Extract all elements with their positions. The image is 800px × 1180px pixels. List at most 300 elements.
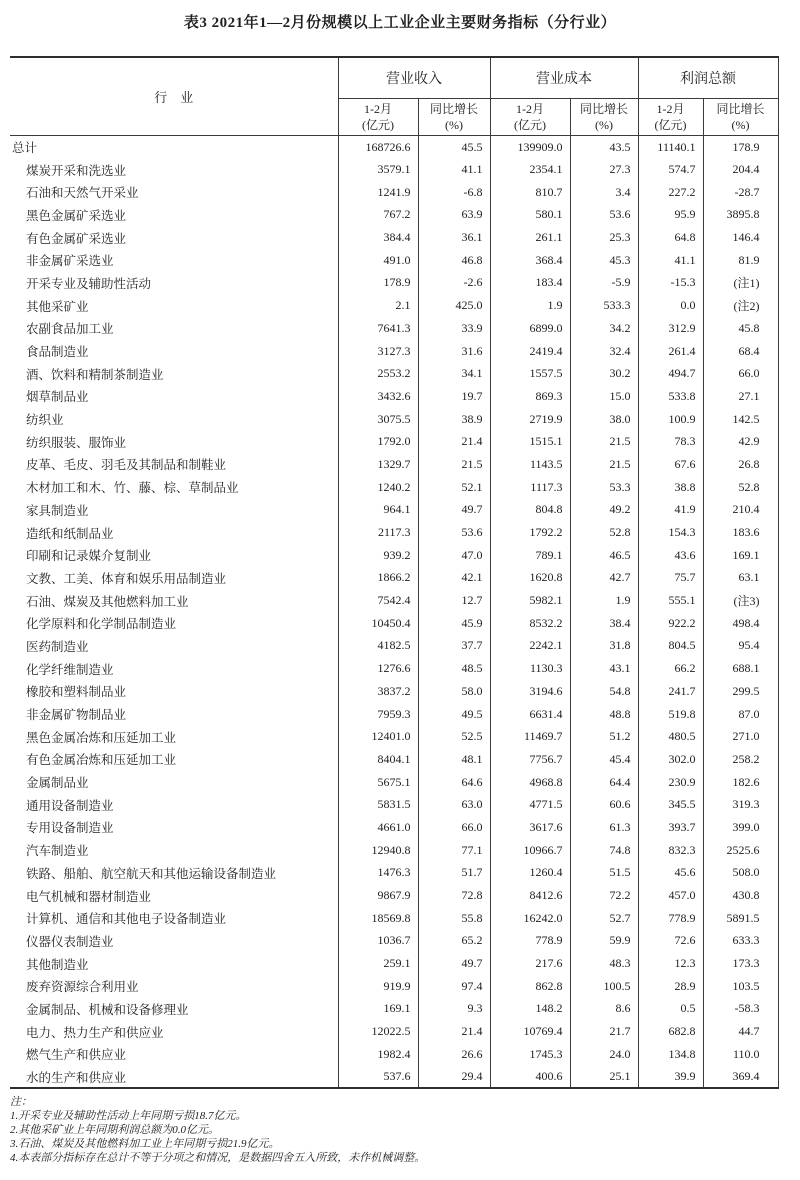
industry-name: 电气机械和器材制造业: [26, 889, 152, 904]
value-cell: 319.3: [703, 793, 778, 816]
value-cell: 4661.0: [338, 816, 418, 839]
value-cell: 312.9: [638, 317, 703, 340]
table-row: [10, 453, 778, 476]
value-cell: 38.4: [570, 612, 638, 635]
value-cell: 45.6: [638, 862, 703, 885]
value-cell: 7959.3: [338, 703, 418, 726]
table-row: [10, 680, 778, 703]
notes-list: [10, 1109, 800, 1165]
table-row: [10, 362, 778, 385]
value-cell: 1329.7: [338, 453, 418, 476]
value-cell: 241.7: [638, 680, 703, 703]
value-cell: 1792.0: [338, 430, 418, 453]
value-cell: 259.1: [338, 952, 418, 975]
note-item: 3.石油、煤炭及其他燃料加工业上年同期亏损21.9亿元。: [10, 1138, 280, 1151]
value-cell: 87.0: [703, 703, 778, 726]
value-cell: 27.1: [703, 385, 778, 408]
value-cell: 1792.2: [490, 521, 570, 544]
value-cell: 21.7: [570, 1020, 638, 1043]
notes-section: [10, 1095, 800, 1165]
value-cell: 210.4: [703, 499, 778, 522]
table-row: [10, 317, 778, 340]
value-cell: 42.9: [703, 430, 778, 453]
industry-name: 石油和天然气开采业: [26, 186, 139, 201]
value-cell: -5.9: [570, 272, 638, 295]
industry-name: 纺织服装、服饰业: [26, 435, 127, 450]
value-cell: 32.4: [570, 340, 638, 363]
value-cell: 457.0: [638, 884, 703, 907]
subheader-line1: 同比增长: [429, 102, 478, 116]
value-cell: 53.3: [570, 476, 638, 499]
table-row: [10, 862, 778, 885]
value-cell: 48.5: [418, 657, 490, 680]
value-cell: 168726.6: [338, 136, 418, 159]
note-item: 1.开采专业及辅助性活动上年同期亏损18.7亿元。: [10, 1110, 247, 1123]
value-cell: 869.3: [490, 385, 570, 408]
industry-name: 印刷和记录媒介复制业: [26, 549, 152, 564]
value-cell: 34.1: [418, 362, 490, 385]
group-header-cost: 营业成本: [490, 57, 638, 99]
value-cell: 38.9: [418, 408, 490, 431]
value-cell: 52.8: [703, 476, 778, 499]
value-cell: 75.7: [638, 567, 703, 590]
value-cell: 12940.8: [338, 839, 418, 862]
value-cell: 10966.7: [490, 839, 570, 862]
value-cell: 21.4: [418, 1020, 490, 1043]
value-cell: 574.7: [638, 158, 703, 181]
value-cell: 6899.0: [490, 317, 570, 340]
value-cell: 38.0: [570, 408, 638, 431]
value-cell: 498.4: [703, 612, 778, 635]
value-cell: 425.0: [418, 294, 490, 317]
profit-amount-header: [638, 99, 703, 136]
table-row: [10, 748, 778, 771]
value-cell: 9.3: [418, 998, 490, 1021]
value-cell: 789.1: [490, 544, 570, 567]
value-cell: 368.4: [490, 249, 570, 272]
value-cell: 74.8: [570, 839, 638, 862]
value-cell: 47.0: [418, 544, 490, 567]
subheader-line1: 1-2月: [364, 102, 392, 116]
value-cell: 59.9: [570, 930, 638, 953]
value-cell: 1557.5: [490, 362, 570, 385]
value-cell: 12022.5: [338, 1020, 418, 1043]
table-row: [10, 181, 778, 204]
value-cell: -15.3: [638, 272, 703, 295]
value-cell: 0.0: [638, 294, 703, 317]
table-row: [10, 589, 778, 612]
industry-name: 烟草制品业: [26, 390, 89, 405]
value-cell: 1117.3: [490, 476, 570, 499]
value-cell: 64.6: [418, 771, 490, 794]
value-cell: 11469.7: [490, 725, 570, 748]
industry-name: 皮革、毛皮、羽毛及其制品和制鞋业: [26, 458, 227, 473]
table-row: [10, 907, 778, 930]
subheader-line1: 同比增长: [579, 102, 628, 116]
value-cell: 555.1: [638, 589, 703, 612]
value-cell: 922.2: [638, 612, 703, 635]
value-cell: 48.3: [570, 952, 638, 975]
value-cell: 230.9: [638, 771, 703, 794]
value-cell: 68.4: [703, 340, 778, 363]
value-cell: 1.9: [570, 589, 638, 612]
industry-name: 煤炭开采和洗选业: [26, 163, 127, 178]
value-cell: 66.0: [703, 362, 778, 385]
value-cell: 63.0: [418, 793, 490, 816]
table-row: [10, 816, 778, 839]
value-cell: 42.7: [570, 567, 638, 590]
value-cell: 49.7: [418, 952, 490, 975]
table-row: [10, 385, 778, 408]
value-cell: 139909.0: [490, 136, 570, 159]
value-cell: 64.8: [638, 226, 703, 249]
value-cell: 148.2: [490, 998, 570, 1021]
value-cell: 2242.1: [490, 635, 570, 658]
industry-name: 非金属矿采选业: [26, 254, 114, 269]
table-row: [10, 1043, 778, 1066]
industry-name: 有色金属矿采选业: [26, 231, 127, 246]
value-cell: 537.6: [338, 1066, 418, 1089]
value-cell: 804.8: [490, 499, 570, 522]
value-cell: 633.3: [703, 930, 778, 953]
value-cell: 2419.4: [490, 340, 570, 363]
table-row: [10, 975, 778, 998]
industry-name: 酒、饮料和精制茶制造业: [26, 367, 164, 382]
table-row: [10, 476, 778, 499]
value-cell: 3837.2: [338, 680, 418, 703]
value-cell: 49.7: [418, 499, 490, 522]
table-row: [10, 839, 778, 862]
value-cell: 399.0: [703, 816, 778, 839]
value-cell: 49.5: [418, 703, 490, 726]
value-cell: 3617.6: [490, 816, 570, 839]
value-cell: 4771.5: [490, 793, 570, 816]
value-cell: 1515.1: [490, 430, 570, 453]
value-cell: 919.9: [338, 975, 418, 998]
value-cell: 299.5: [703, 680, 778, 703]
industry-name: 专用设备制造业: [26, 821, 114, 836]
industry-name: 黑色金属冶炼和压延加工业: [26, 730, 177, 745]
value-cell: 110.0: [703, 1043, 778, 1066]
industry-name: 废弃资源综合利用业: [26, 980, 139, 995]
table-row: [10, 204, 778, 227]
value-cell: 18569.8: [338, 907, 418, 930]
industry-name: 其他采矿业: [26, 299, 89, 314]
value-cell: 261.1: [490, 226, 570, 249]
industry-name: 计算机、通信和其他电子设备制造业: [26, 912, 227, 927]
value-cell: 72.6: [638, 930, 703, 953]
value-cell: 0.5: [638, 998, 703, 1021]
value-cell: 3127.3: [338, 340, 418, 363]
value-cell: 38.8: [638, 476, 703, 499]
value-cell: 37.7: [418, 635, 490, 658]
value-cell: (注2): [703, 294, 778, 317]
value-cell: 12.7: [418, 589, 490, 612]
industry-name: 食品制造业: [26, 345, 89, 360]
value-cell: 767.2: [338, 204, 418, 227]
value-cell: 48.8: [570, 703, 638, 726]
value-cell: 688.1: [703, 657, 778, 680]
value-cell: 10769.4: [490, 1020, 570, 1043]
value-cell: 8412.6: [490, 884, 570, 907]
value-cell: 580.1: [490, 204, 570, 227]
value-cell: 97.4: [418, 975, 490, 998]
value-cell: 3.4: [570, 181, 638, 204]
value-cell: 778.9: [490, 930, 570, 953]
industry-name: 纺织业: [26, 413, 64, 428]
table-row: [10, 430, 778, 453]
notes-label: 注：: [10, 1096, 32, 1109]
value-cell: 1476.3: [338, 862, 418, 885]
value-cell: 2525.6: [703, 839, 778, 862]
industry-name: 木材加工和木、竹、藤、棕、草制品业: [26, 481, 239, 496]
value-cell: 804.5: [638, 635, 703, 658]
value-cell: 39.9: [638, 1066, 703, 1089]
value-cell: 519.8: [638, 703, 703, 726]
industry-name: 石油、煤炭及其他燃料加工业: [26, 594, 189, 609]
value-cell: 5831.5: [338, 793, 418, 816]
value-cell: 142.5: [703, 408, 778, 431]
cost-growth-header: [570, 99, 638, 136]
industry-name: 金属制品、机械和设备修理业: [26, 1002, 189, 1017]
value-cell: 1276.6: [338, 657, 418, 680]
industry-name: 汽车制造业: [26, 844, 89, 859]
table-row: [10, 249, 778, 272]
value-cell: 33.9: [418, 317, 490, 340]
table-row: [10, 226, 778, 249]
value-cell: 3432.6: [338, 385, 418, 408]
table-row: [10, 635, 778, 658]
industry-name: 黑色金属矿采选业: [26, 208, 127, 223]
value-cell: 146.4: [703, 226, 778, 249]
table-row: [10, 408, 778, 431]
value-cell: 7542.4: [338, 589, 418, 612]
value-cell: 52.1: [418, 476, 490, 499]
value-cell: 52.7: [570, 907, 638, 930]
subheader-line1: 1-2月: [516, 102, 544, 116]
value-cell: 49.2: [570, 499, 638, 522]
value-cell: 61.3: [570, 816, 638, 839]
value-cell: 1.9: [490, 294, 570, 317]
value-cell: 26.8: [703, 453, 778, 476]
value-cell: 7641.3: [338, 317, 418, 340]
table-row: [10, 952, 778, 975]
industry-name: 铁路、船舶、航空航天和其他运输设备制造业: [26, 866, 277, 881]
value-cell: 6631.4: [490, 703, 570, 726]
value-cell: 173.3: [703, 952, 778, 975]
value-cell: 46.5: [570, 544, 638, 567]
cost-amount-header: [490, 99, 570, 136]
value-cell: 29.4: [418, 1066, 490, 1089]
value-cell: 169.1: [703, 544, 778, 567]
value-cell: 2354.1: [490, 158, 570, 181]
industry-name: 农副食品加工业: [26, 322, 114, 337]
value-cell: 65.2: [418, 930, 490, 953]
value-cell: 1620.8: [490, 567, 570, 590]
group-header-profit: 利润总额: [638, 57, 778, 99]
value-cell: 393.7: [638, 816, 703, 839]
value-cell: 45.8: [703, 317, 778, 340]
value-cell: 271.0: [703, 725, 778, 748]
value-cell: 8404.1: [338, 748, 418, 771]
value-cell: 12.3: [638, 952, 703, 975]
industry-name: 金属制品业: [26, 776, 89, 791]
value-cell: 52.8: [570, 521, 638, 544]
value-cell: 1982.4: [338, 1043, 418, 1066]
note-item: 2.其他采矿业上年同期利润总额为0.0亿元。: [10, 1124, 219, 1137]
value-cell: 21.5: [418, 453, 490, 476]
value-cell: 4182.5: [338, 635, 418, 658]
value-cell: 64.4: [570, 771, 638, 794]
subheader-line2: (亿元): [362, 118, 394, 132]
value-cell: 533.3: [570, 294, 638, 317]
value-cell: 26.6: [418, 1043, 490, 1066]
value-cell: 21.4: [418, 430, 490, 453]
value-cell: 30.2: [570, 362, 638, 385]
financial-indicators-table: [10, 56, 779, 1089]
industry-column-header: 行 业: [10, 57, 338, 136]
value-cell: 508.0: [703, 862, 778, 885]
industry-name: 文教、工美、体育和娱乐用品制造业: [26, 571, 227, 586]
subheader-line2: (%): [445, 118, 463, 132]
value-cell: 183.4: [490, 272, 570, 295]
value-cell: 862.8: [490, 975, 570, 998]
value-cell: 400.6: [490, 1066, 570, 1089]
value-cell: 45.4: [570, 748, 638, 771]
value-cell: 43.5: [570, 136, 638, 159]
value-cell: 2117.3: [338, 521, 418, 544]
value-cell: 810.7: [490, 181, 570, 204]
subheader-line2: (%): [731, 118, 750, 132]
table-row: [10, 703, 778, 726]
table-row: [10, 771, 778, 794]
table-row: [10, 725, 778, 748]
value-cell: 384.4: [338, 226, 418, 249]
value-cell: 682.8: [638, 1020, 703, 1043]
table-row: [10, 272, 778, 295]
value-cell: 27.3: [570, 158, 638, 181]
value-cell: 1866.2: [338, 567, 418, 590]
value-cell: 2.1: [338, 294, 418, 317]
industry-name: 开采专业及辅助性活动: [26, 276, 152, 291]
note-item: 4.本表部分指标存在总计不等于分项之和情况，是数据四舍五入所致，未作机械调整。: [10, 1152, 426, 1165]
value-cell: 832.3: [638, 839, 703, 862]
value-cell: 345.5: [638, 793, 703, 816]
value-cell: 1130.3: [490, 657, 570, 680]
value-cell: 227.2: [638, 181, 703, 204]
table-row: [10, 657, 778, 680]
value-cell: 10450.4: [338, 612, 418, 635]
table-row: [10, 294, 778, 317]
industry-name: 医药制造业: [26, 639, 89, 654]
value-cell: 31.6: [418, 340, 490, 363]
table-body: [10, 136, 778, 1089]
value-cell: -6.8: [418, 181, 490, 204]
group-header-revenue: 营业收入: [338, 57, 490, 99]
value-cell: 1260.4: [490, 862, 570, 885]
value-cell: 43.1: [570, 657, 638, 680]
value-cell: 11140.1: [638, 136, 703, 159]
value-cell: 66.0: [418, 816, 490, 839]
value-cell: 45.3: [570, 249, 638, 272]
value-cell: 9867.9: [338, 884, 418, 907]
value-cell: 939.2: [338, 544, 418, 567]
value-cell: 178.9: [703, 136, 778, 159]
table-row: [10, 567, 778, 590]
industry-name: 水的生产和供应业: [26, 1070, 127, 1085]
value-cell: 48.1: [418, 748, 490, 771]
value-cell: 66.2: [638, 657, 703, 680]
value-cell: 42.1: [418, 567, 490, 590]
subheader-line2: (亿元): [654, 118, 687, 132]
value-cell: 100.9: [638, 408, 703, 431]
value-cell: 5675.1: [338, 771, 418, 794]
value-cell: 2553.2: [338, 362, 418, 385]
value-cell: 2719.9: [490, 408, 570, 431]
value-cell: 1036.7: [338, 930, 418, 953]
table-row: [10, 1066, 778, 1089]
industry-name: 橡胶和塑料制品业: [26, 685, 127, 700]
table-row: [10, 884, 778, 907]
value-cell: 258.2: [703, 748, 778, 771]
group-header-row: [10, 57, 778, 99]
value-cell: 12401.0: [338, 725, 418, 748]
value-cell: 5891.5: [703, 907, 778, 930]
table-row: [10, 544, 778, 567]
value-cell: 34.2: [570, 317, 638, 340]
value-cell: 964.1: [338, 499, 418, 522]
value-cell: 3194.6: [490, 680, 570, 703]
value-cell: 183.6: [703, 521, 778, 544]
value-cell: 134.8: [638, 1043, 703, 1066]
value-cell: 31.8: [570, 635, 638, 658]
value-cell: 154.3: [638, 521, 703, 544]
value-cell: 24.0: [570, 1043, 638, 1066]
table-row: [10, 340, 778, 363]
value-cell: 217.6: [490, 952, 570, 975]
value-cell: 41.1: [418, 158, 490, 181]
value-cell: 7756.7: [490, 748, 570, 771]
subheader-line1: 1-2月: [656, 102, 685, 116]
value-cell: 63.9: [418, 204, 490, 227]
industry-name: 仪器仪表制造业: [26, 934, 114, 949]
value-cell: 430.8: [703, 884, 778, 907]
industry-name: 造纸和纸制品业: [26, 526, 114, 541]
value-cell: 53.6: [570, 204, 638, 227]
value-cell: -58.3: [703, 998, 778, 1021]
table-row: [10, 793, 778, 816]
subheader-line2: (%): [595, 118, 613, 132]
industry-name: 非金属矿物制品业: [26, 708, 127, 723]
value-cell: 21.5: [570, 430, 638, 453]
value-cell: 21.5: [570, 453, 638, 476]
table-row: [10, 521, 778, 544]
value-cell: 67.6: [638, 453, 703, 476]
value-cell: 25.1: [570, 1066, 638, 1089]
industry-name: 化学纤维制造业: [26, 662, 114, 677]
industry-name: 其他制造业: [26, 957, 89, 972]
value-cell: 1745.3: [490, 1043, 570, 1066]
value-cell: 77.1: [418, 839, 490, 862]
value-cell: 53.6: [418, 521, 490, 544]
value-cell: 494.7: [638, 362, 703, 385]
value-cell: 1241.9: [338, 181, 418, 204]
value-cell: 204.4: [703, 158, 778, 181]
value-cell: 3895.8: [703, 204, 778, 227]
value-cell: 302.0: [638, 748, 703, 771]
value-cell: 55.8: [418, 907, 490, 930]
value-cell: -2.6: [418, 272, 490, 295]
